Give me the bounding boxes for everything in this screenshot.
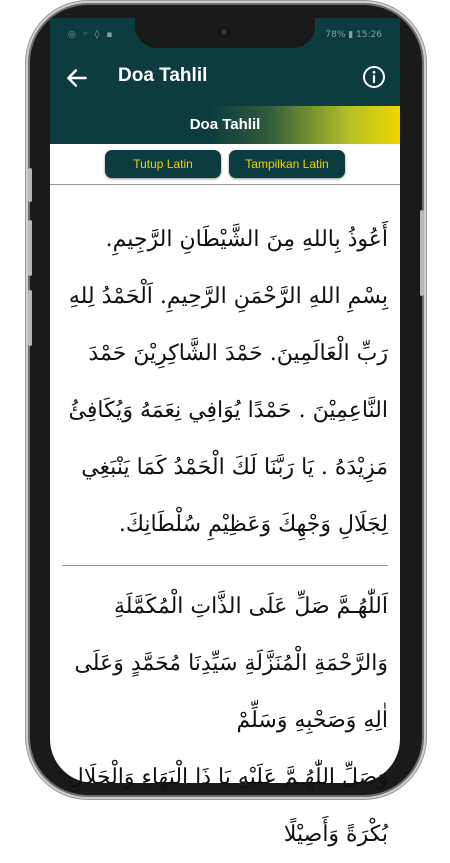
- arabic-paragraph: أَعُوذُ بِاللهِ مِنَ الشَّيْطَانِ الرَّجِيمِ. بِسْمِ اللهِ الرَّحْمَنِ الرَّحِيمِ. اَلْحَمْدُ لِلهِ رَبِّ الْعَالَمِينَ. حَمْدَ الشَّاكِرِيْنَ حَمْدَ النَّاعِمِيْنَ . حَمْدًا يُوَافِي نِعَمَهُ وَيُكَافِئُ مَزِيْدَهُ . يَا رَبَّنَا لَكَ الْحَمْدُ كَمَا يَنْبَغِي لِجَلَالِ وَجْهِكَ وَعَظِيْمِ سُلْطَانِكَ.: [68, 227, 388, 537]
- info-circle-icon[interactable]: [362, 65, 386, 89]
- app-screen: [50, 18, 400, 847]
- status-icons-left: ◎ ◦ ◊ ▪: [68, 30, 115, 40]
- phone-power-button: [420, 210, 424, 296]
- page-title: Doa Tahlil: [118, 65, 208, 86]
- app-bar: [50, 50, 400, 106]
- arrow-left-icon[interactable]: [64, 65, 90, 91]
- phone-side-button: [28, 168, 32, 202]
- arabic-paragraph: وَصَلِّ اللّٰهُـمَّ عَلَيْهِ يَا ذَا الْبَهَاءِ وَالْجَلَالِ بُكْرَةً وَأَصِيْلًا: [67, 765, 388, 847]
- hide-latin-button[interactable]: Tutup Latin: [105, 150, 221, 178]
- status-battery-time: 78% ▮ 15:26: [325, 30, 382, 40]
- arabic-paragraph: اَللّٰهُـمَّ صَلِّ عَلَى الذَّاتِ الْمُكَمَّلَةِ وَالرَّحْمَةِ الْمُنَزَّلَةِ سَيِّدِنَا مُحَمَّدٍ وَعَلَى اٰلِهِ وَصَحْبِهِ وَسَلِّمْ: [74, 594, 388, 733]
- latin-toggle-toolbar: [50, 144, 400, 185]
- notch: [135, 18, 315, 48]
- prayer-content[interactable]: [50, 185, 400, 847]
- paragraph-divider: [62, 565, 388, 566]
- camera-icon: [219, 27, 229, 37]
- section-banner: Doa Tahlil: [50, 106, 400, 144]
- phone-volume-up-button: [28, 220, 32, 276]
- phone-volume-down-button: [28, 290, 32, 346]
- show-latin-button[interactable]: Tampilkan Latin: [229, 150, 345, 178]
